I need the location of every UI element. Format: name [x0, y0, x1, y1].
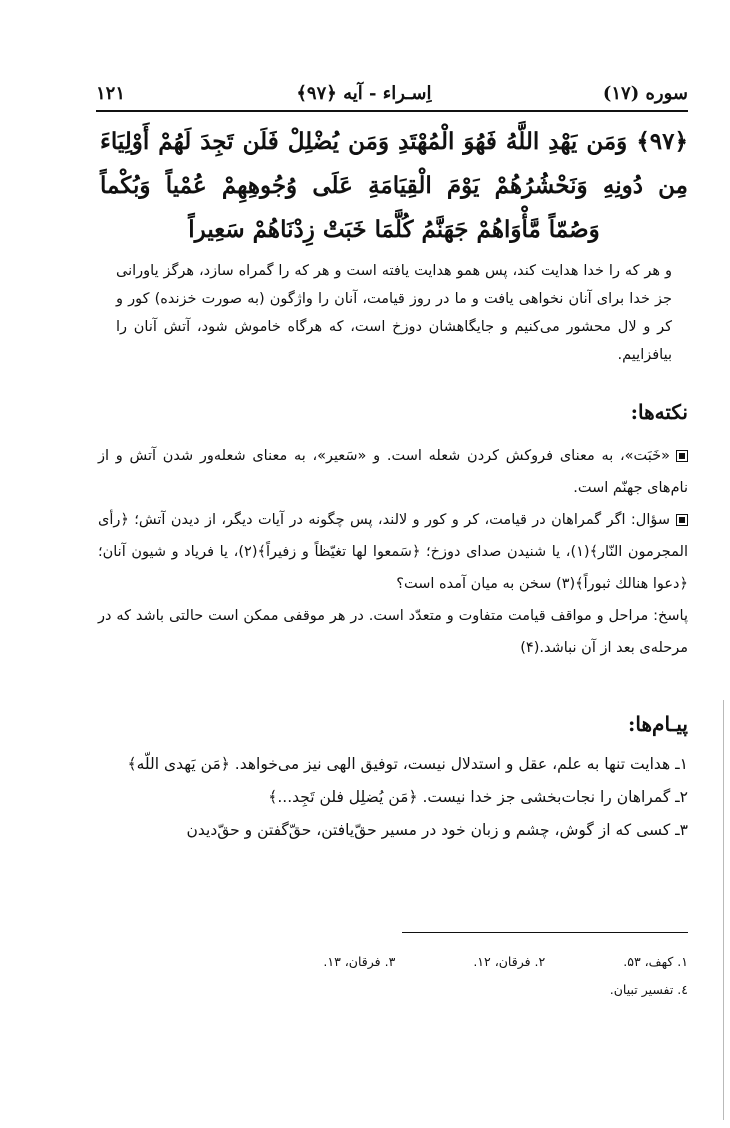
- note-item: سؤال: اگر گمراهان در قيامت، كر و كور و لالند، پس چگونه در آيات ديگر، از ديدن آتش؛ ﴿رأى المجرمون النّار﴾(۱)، يا شنيدن صداى دوزخ؛ ﴿سَمعوا لها تغيّظاً و زفيراً﴾(۲)، يا فرياد و شيون آنان؛ ﴿دعوا هنالك ثبوراً﴾(۳) سخن به ميان آمده است؟: [98, 512, 688, 592]
- section-heading: اِسـراء - آیه ﴿۹۷﴾: [296, 82, 432, 104]
- notes-title: نكته‌ها:: [630, 400, 688, 424]
- verse-translation: و هر كه را خدا هدايت كند، پس همو هدايت يافته است و هر كه را گمراه سازد، هرگز ياورانى جز خدا براى آنان نخواهى يافت و ما در روز قيامت، آنان را واژگون (به صورت خزنده) كور و كر و لال محشور مى‌كنيم و جايگاهشان دوزخ است، كه هرگاه خاموش شود، آتش آنان را بيافزاييم.: [116, 263, 672, 363]
- page-header: [96, 78, 688, 108]
- footnotes: [180, 948, 688, 1004]
- footnote-1: ۱. كهف، ۵۳.: [623, 954, 688, 969]
- message-item: ۱ـ هدايت تنها به علم، عقل و استدلال نيست، توفيق الهى نيز مى‌خواهد. ﴿مَن يَهدى اللّه﴾: [127, 755, 688, 773]
- footnote-3: ۳. فرقان، ۱۳.: [323, 954, 396, 969]
- footnote-2: ۲. فرقان، ۱۲.: [473, 954, 546, 969]
- note-answer: پاسخ: مراحل و مواقف قيامت متفاوت و متعدّد است. در هر موقفى ممكن است حالتى باشد كه در مرحله‌ى بعد از آن نباشد.(۴): [98, 608, 688, 656]
- messages-section: [98, 748, 688, 847]
- footnote-row: [180, 948, 688, 976]
- message-item: ۲ـ گمراهان را نجات‌بخشى جز خدا نيست. ﴿مَن يُضلِل فلن تَجِد...﴾: [268, 788, 688, 806]
- note-item: «خَبَت»، به معناى فروكش كردن شعله است. و «سَعير»، به معناى شعله‌ور شدن آتش و از نام‌هاى جهنّم است.: [98, 448, 688, 496]
- footnote-4: ٤. تفسير تبيان.: [609, 982, 688, 997]
- header-divider: [96, 110, 688, 112]
- notes-section: [98, 440, 688, 664]
- square-bullet-icon: [676, 514, 688, 526]
- scan-edge-line: [723, 700, 724, 1120]
- surah-label: سوره (۱۷): [602, 82, 688, 104]
- quran-verse: ﴿۹۷﴾ وَمَن يَهْدِ اللَّهُ فَهُوَ الْمُهْتَدِ وَمَن يُضْلِلْ فَلَن تَجِدَ لَهُمْ أَوْلِيَاءَ مِن دُونِهِ وَنَحْشُرُهُمْ يَوْمَ الْقِيَامَةِ عَلَى وُجُوهِهِمْ عُمْياً وَبُكْماً وَصُمّاً مَّأْوَاهُمْ جَهَنَّمُ كُلَّمَا خَبَتْ زِدْنَاهُمْ سَعِيراً: [100, 128, 688, 243]
- footnote-divider: [402, 932, 688, 933]
- square-bullet-icon: [676, 450, 688, 462]
- page-number: ۱۲۱: [96, 82, 126, 104]
- messages-title: پيـام‌ها:: [628, 712, 688, 736]
- message-item: ۳ـ كسى كه از گوش، چشم و زبان خود در مسير حقّ‌يافتن، حقّ‌گفتن و حقّ‌ديدن: [186, 821, 688, 839]
